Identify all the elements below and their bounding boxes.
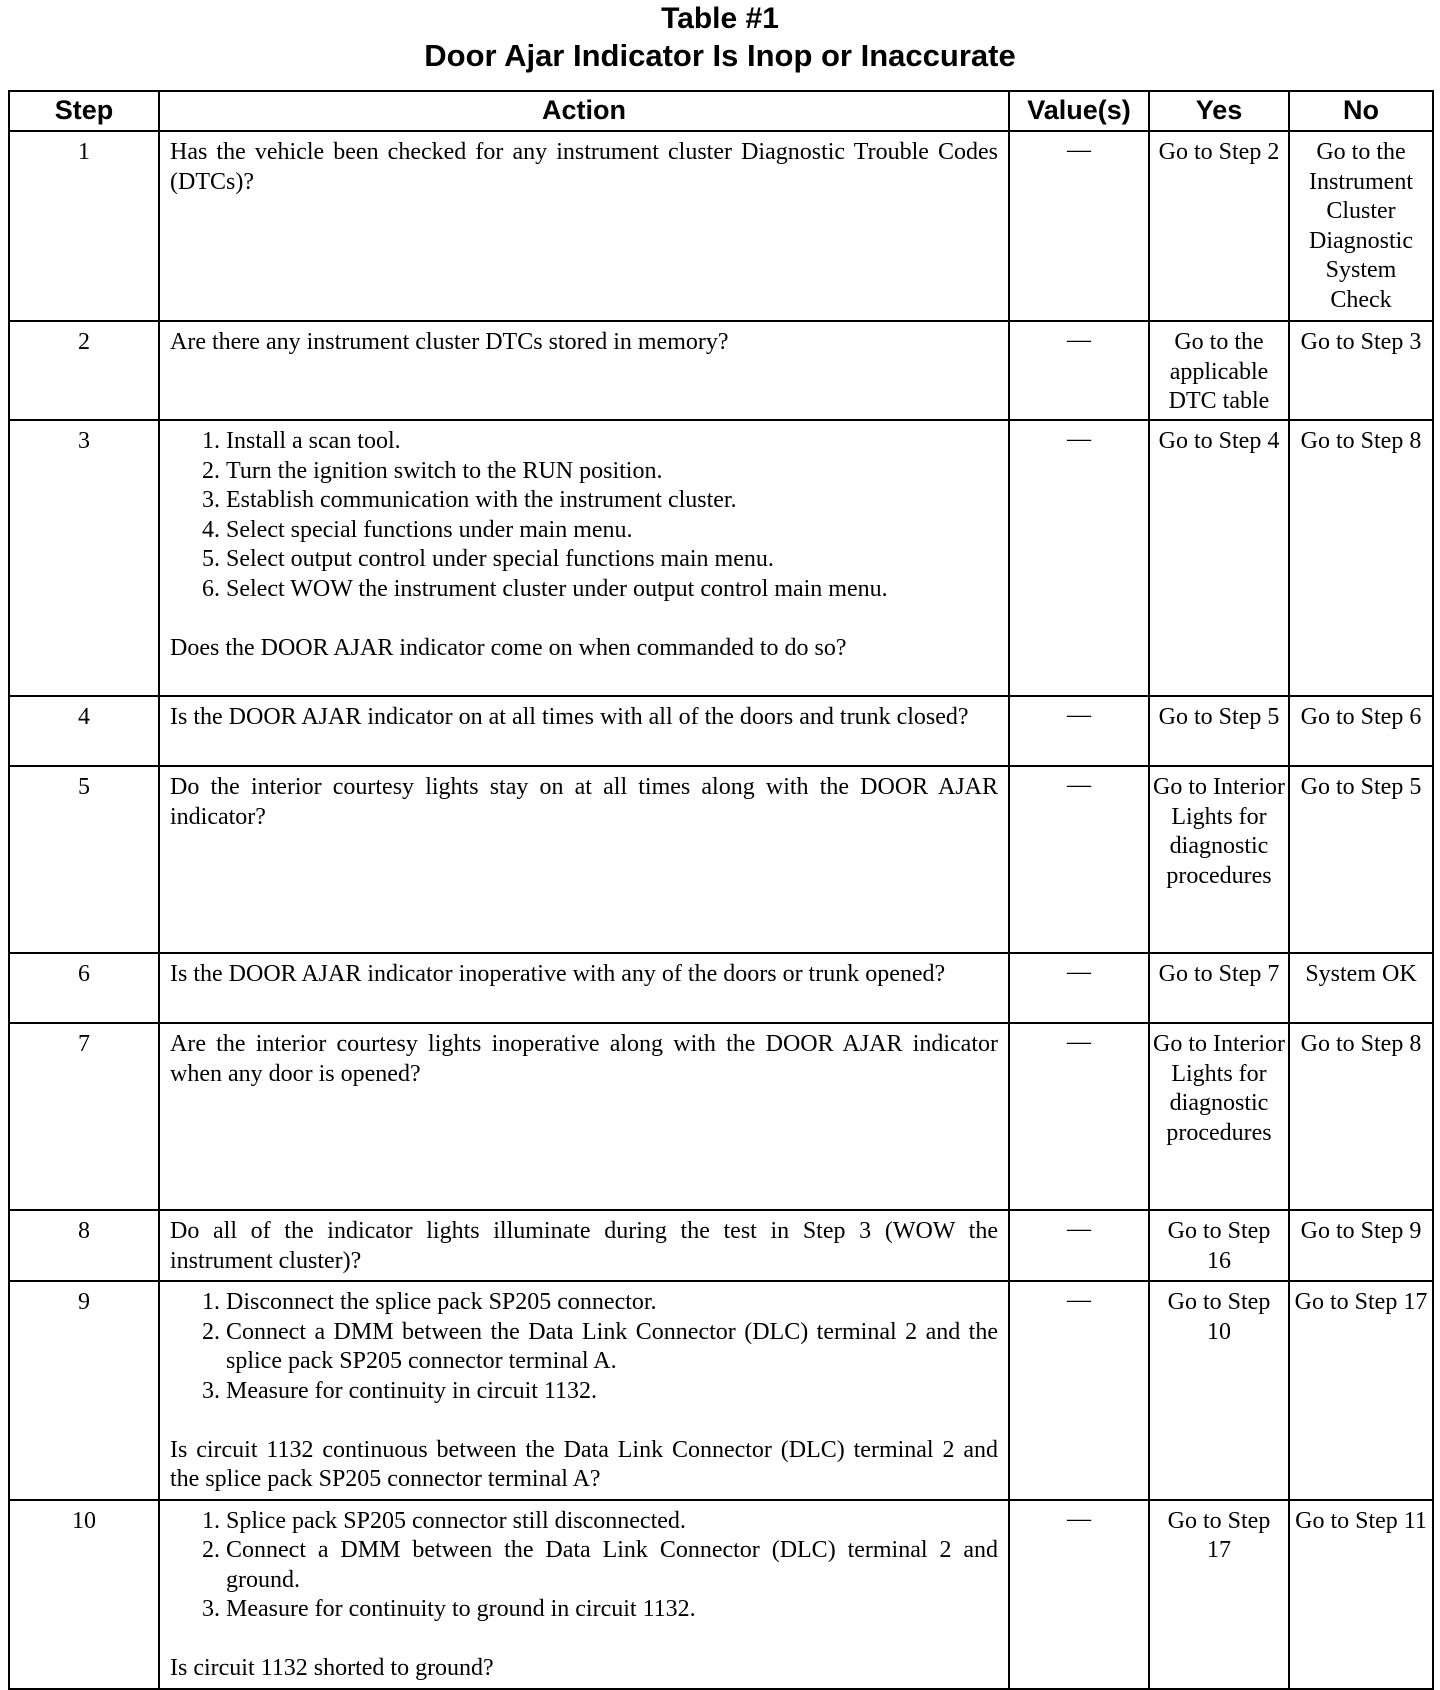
value-cell: — [1009, 953, 1149, 1023]
step-number: 8 [9, 1210, 159, 1281]
instruction-item: 6. Select WOW the instrument cluster under output control main menu. [226, 575, 998, 605]
instruction-item: 3. Measure for continuity in circuit 1132. [226, 1377, 998, 1407]
action-cell [159, 1210, 1009, 1281]
table-row [9, 131, 1433, 321]
table-row [9, 696, 1433, 766]
action-cell [159, 321, 1009, 420]
yes-cell: Go to Step 7 [1149, 953, 1289, 1023]
action-cell [159, 953, 1009, 1023]
no-cell: Go to Step 11 [1289, 1500, 1433, 1689]
no-cell: Go to Step 3 [1289, 321, 1433, 420]
step-number: 6 [9, 953, 159, 1023]
no-cell: Go to Step 6 [1289, 696, 1433, 766]
yes-cell: Go to Step 16 [1149, 1210, 1289, 1281]
yes-cell: Go to the applicable DTC table [1149, 321, 1289, 420]
value-cell: — [1009, 1210, 1149, 1281]
action-cell [159, 1500, 1009, 1689]
table-row [9, 766, 1433, 953]
action-question: Has the vehicle been checked for any instrument cluster Diagnostic Trouble Codes (DTCs)? [170, 139, 998, 195]
yes-cell: Go to Step 10 [1149, 1281, 1289, 1500]
instruction-item: 3. Measure for continuity to ground in circuit 1132. [226, 1595, 998, 1625]
instruction-item: 1. Disconnect the splice pack SP205 connector. [226, 1288, 998, 1318]
action-cell [159, 131, 1009, 321]
table-row [9, 1500, 1433, 1689]
step-number: 7 [9, 1023, 159, 1210]
step-number: 9 [9, 1281, 159, 1500]
no-cell: System OK [1289, 953, 1433, 1023]
action-question: Are the interior courtesy lights inoperative along with the DOOR AJAR indicator when any door is opened? [170, 1031, 998, 1087]
page-title: Door Ajar Indicator Is Inop or Inaccurate [424, 38, 1016, 73]
yes-cell: Go to Interior Lights for diagnostic procedures [1149, 1023, 1289, 1210]
action-cell [159, 420, 1009, 696]
table-row [9, 1023, 1433, 1210]
value-cell: — [1009, 696, 1149, 766]
no-cell: Go to Step 17 [1289, 1281, 1433, 1500]
table-row [9, 1281, 1433, 1500]
action-column-header: Action [159, 91, 1009, 131]
no-column-header: No [1289, 91, 1433, 131]
value-cell: — [1009, 1500, 1149, 1689]
instruction-list [170, 427, 998, 604]
header-row [9, 91, 1433, 131]
instruction-item: 1. Install a scan tool. [226, 427, 998, 457]
no-cell: Go to Step 8 [1289, 420, 1433, 696]
step-number: 2 [9, 321, 159, 420]
table-row [9, 420, 1433, 696]
table-row [9, 321, 1433, 420]
action-cell [159, 696, 1009, 766]
step-number: 5 [9, 766, 159, 953]
instruction-item: 2. Turn the ignition switch to the RUN position. [226, 457, 998, 487]
value-cell: — [1009, 420, 1149, 696]
no-cell: Go to the Instrument Cluster Diagnostic System Check [1289, 131, 1433, 321]
action-question: Does the DOOR AJAR indicator come on when commanded to do so? [170, 634, 847, 661]
value-cell: — [1009, 321, 1149, 420]
action-cell [159, 766, 1009, 953]
no-cell: Go to Step 8 [1289, 1023, 1433, 1210]
step-column-header: Step [9, 91, 159, 131]
action-question: Do the interior courtesy lights stay on at all times along with the DOOR AJAR indicator? [170, 774, 998, 830]
instruction-list [170, 1288, 998, 1406]
step-number: 1 [9, 131, 159, 321]
value-cell: — [1009, 766, 1149, 953]
action-question: Is the DOOR AJAR indicator on at all times with all of the doors and trunk closed? [170, 704, 969, 730]
diagnostic-table [8, 90, 1434, 1690]
value-cell: — [1009, 131, 1149, 321]
step-number: 3 [9, 420, 159, 696]
no-cell: Go to Step 9 [1289, 1210, 1433, 1281]
values-column-header: Value(s) [1009, 91, 1149, 131]
no-cell: Go to Step 5 [1289, 766, 1433, 953]
yes-cell: Go to Interior Lights for diagnostic procedures [1149, 766, 1289, 953]
table-row [9, 1210, 1433, 1281]
instruction-item: 4. Select special functions under main menu. [226, 516, 998, 546]
instruction-item: 5. Select output control under special functions main menu. [226, 545, 998, 575]
action-cell [159, 1023, 1009, 1210]
action-question: Is circuit 1132 continuous between the Data Link Connector (DLC) terminal 2 and the splice pack SP205 connector terminal A? [170, 1436, 998, 1492]
action-question: Is circuit 1132 shorted to ground? [170, 1655, 494, 1681]
instruction-item: 2. Connect a DMM between the Data Link Connector (DLC) terminal 2 and the splice pack SP205 connector terminal A. [226, 1318, 998, 1377]
instruction-list [170, 1507, 998, 1625]
value-cell: — [1009, 1023, 1149, 1210]
yes-cell: Go to Step 5 [1149, 696, 1289, 766]
value-cell: — [1009, 1281, 1149, 1500]
table-row [9, 953, 1433, 1023]
action-question: Do all of the indicator lights illuminate during the test in Step 3 (WOW the instrument cluster)? [170, 1218, 998, 1274]
yes-cell: Go to Step 17 [1149, 1500, 1289, 1689]
instruction-item: 2. Connect a DMM between the Data Link Connector (DLC) terminal 2 and ground. [226, 1536, 998, 1595]
instruction-item: 3. Establish communication with the instrument cluster. [226, 486, 998, 516]
instruction-item: 1. Splice pack SP205 connector still disconnected. [226, 1507, 998, 1537]
action-question: Are there any instrument cluster DTCs stored in memory? [170, 329, 729, 355]
action-question: Is the DOOR AJAR indicator inoperative with any of the doors or trunk opened? [170, 961, 946, 987]
step-number: 4 [9, 696, 159, 766]
table-caption: Table #1 [661, 2, 779, 35]
action-cell [159, 1281, 1009, 1500]
yes-cell: Go to Step 4 [1149, 420, 1289, 696]
yes-cell: Go to Step 2 [1149, 131, 1289, 321]
step-number: 10 [9, 1500, 159, 1689]
yes-column-header: Yes [1149, 91, 1289, 131]
